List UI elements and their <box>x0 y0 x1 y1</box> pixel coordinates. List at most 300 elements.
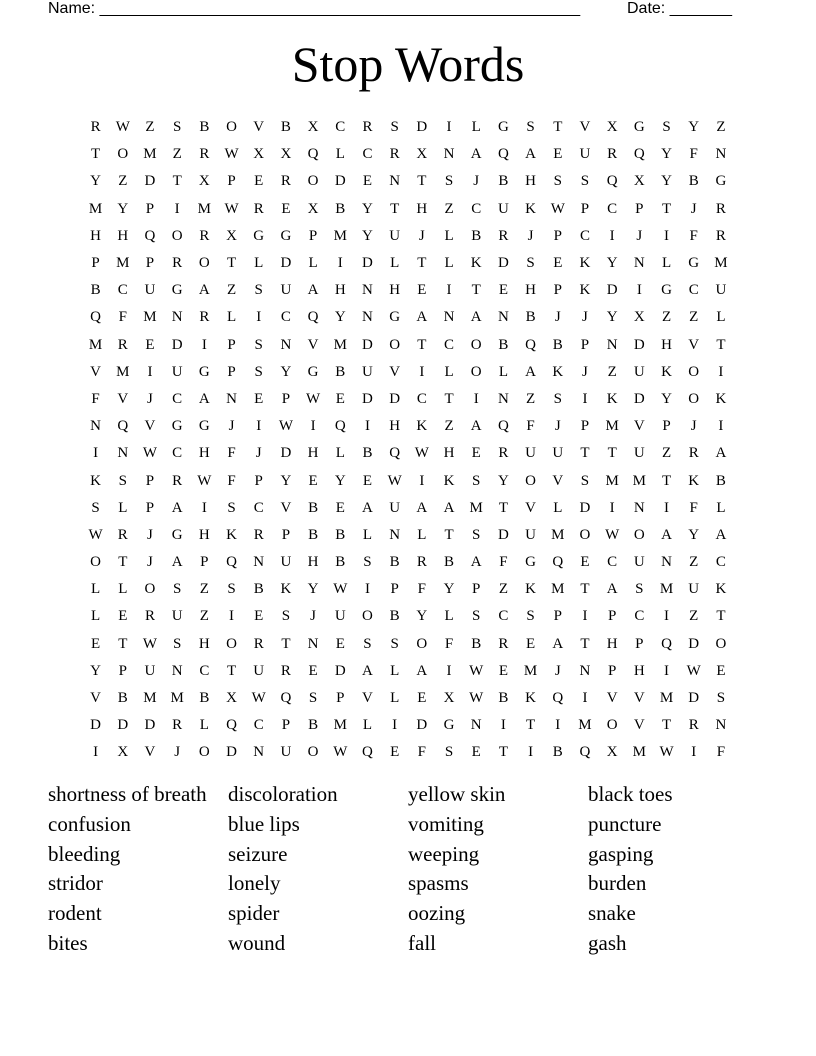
grid-letter: Y <box>280 363 292 380</box>
grid-letter: A <box>198 390 210 407</box>
grid-letter: E <box>417 282 427 299</box>
grid-letter: O <box>606 717 618 734</box>
grid-letter: T <box>580 635 590 652</box>
grid-letter: M <box>116 255 130 272</box>
grid-letter: Z <box>444 418 454 435</box>
grid-letter: E <box>362 173 373 190</box>
grid-letter: E <box>118 608 128 625</box>
grid-letter: M <box>659 690 674 707</box>
grid-letter: C <box>280 309 291 326</box>
grid-letter: I <box>446 282 452 299</box>
grid-letter: B <box>552 336 563 353</box>
grid-letter: G <box>171 526 183 543</box>
grid-letter: B <box>389 608 400 625</box>
word-list-item: gasping <box>588 841 654 866</box>
grid-letter: G <box>389 309 401 326</box>
word-list-item: spider <box>228 901 280 926</box>
grid-letter: O <box>144 581 156 598</box>
grid-letter: W <box>251 690 266 707</box>
grid-letter: N <box>470 717 482 734</box>
grid-letter: R <box>688 445 699 462</box>
grid-letter: N <box>579 662 591 679</box>
grid-letter: M <box>632 744 647 761</box>
grid-letter: P <box>281 717 291 734</box>
grid-letter: S <box>254 282 263 299</box>
grid-letter: D <box>416 717 428 734</box>
grid-letter: Q <box>633 146 645 163</box>
grid-letter: U <box>389 227 401 244</box>
grid-letter: G <box>443 717 455 734</box>
grid-letter: P <box>227 173 236 190</box>
grid-letter: J <box>690 200 697 217</box>
grid-letter: M <box>88 336 103 353</box>
grid-letter: K <box>715 390 727 407</box>
grid-letter: S <box>172 635 182 652</box>
grid-letter: B <box>389 554 400 571</box>
grid-letter: M <box>551 581 565 598</box>
grid-letter: Y <box>606 255 618 272</box>
grid-letter: E <box>145 336 155 353</box>
grid-letter: O <box>633 526 645 543</box>
grid-letter: W <box>197 472 212 489</box>
grid-letter: J <box>636 227 643 244</box>
grid-letter: U <box>171 608 183 625</box>
grid-letter: P <box>254 472 263 489</box>
grid-letter: N <box>443 146 455 163</box>
grid-letter: N <box>389 526 401 543</box>
grid-letter: Y <box>688 119 700 136</box>
grid-letter: O <box>715 635 727 652</box>
grid-letter: Y <box>307 581 319 598</box>
grid-letter: Y <box>334 309 346 326</box>
grid-letter: D <box>90 717 102 734</box>
word-list-item: burden <box>588 871 647 896</box>
grid-letter: Q <box>280 690 292 707</box>
grid-letter: L <box>716 309 726 326</box>
grid-letter: X <box>606 744 618 761</box>
grid-letter: R <box>172 717 183 734</box>
grid-letter: V <box>389 363 401 380</box>
grid-letter: A <box>606 581 618 598</box>
grid-letter: P <box>91 255 100 272</box>
grid-letter: S <box>363 635 372 652</box>
grid-letter: T <box>118 554 128 571</box>
grid-letter: H <box>525 282 537 299</box>
grid-letter: S <box>472 472 481 489</box>
grid-letter: S <box>254 336 263 353</box>
word-list-item: rodent <box>48 901 102 926</box>
grid-letter: B <box>471 635 482 652</box>
grid-letter: B <box>688 173 699 190</box>
grid-letter: N <box>606 336 618 353</box>
grid-letter: K <box>552 363 564 380</box>
grid-letter: L <box>498 363 508 380</box>
name-field[interactable]: Name: ______________________________________________________ <box>48 0 581 17</box>
grid-letter: A <box>470 146 482 163</box>
grid-letter: P <box>281 390 291 407</box>
grid-letter: C <box>607 554 618 571</box>
grid-letter: R <box>416 554 427 571</box>
grid-letter: H <box>633 662 645 679</box>
grid-letter: S <box>716 690 726 707</box>
grid-letter: K <box>226 526 237 543</box>
grid-letter: V <box>362 690 373 707</box>
grid-letter: J <box>147 390 153 407</box>
grid-letter: L <box>444 255 454 272</box>
word-list-item: shortness of breath <box>48 782 207 806</box>
grid-letter: B <box>90 282 101 299</box>
word-list-item: seizure <box>228 841 288 866</box>
grid-letter: C <box>579 227 590 244</box>
grid-letter: I <box>256 418 262 435</box>
grid-letter: S <box>635 581 644 598</box>
grid-letter: T <box>580 581 590 598</box>
grid-letter: I <box>446 119 452 136</box>
grid-letter: V <box>253 119 265 136</box>
grid-letter: Z <box>661 445 672 462</box>
grid-letter: O <box>688 363 700 380</box>
grid-letter: G <box>280 227 292 244</box>
grid-letter: Z <box>661 309 672 326</box>
grid-letter: W <box>469 662 484 679</box>
word-list-item: confusion <box>48 811 131 836</box>
grid-letter: T <box>281 635 291 652</box>
grid-letter: E <box>335 499 345 516</box>
grid-letter: A <box>470 309 482 326</box>
date-field[interactable]: Date: _______ <box>627 0 732 17</box>
grid-letter: T <box>417 336 427 353</box>
grid-letter: D <box>416 119 428 136</box>
grid-letter: N <box>633 255 645 272</box>
grid-letter: D <box>226 744 237 761</box>
grid-letter: P <box>580 418 590 435</box>
grid-letter: S <box>526 608 535 625</box>
grid-letter: X <box>633 173 645 190</box>
grid-letter: O <box>198 255 210 272</box>
grid-letter: Y <box>416 608 428 625</box>
grid-letter: H <box>307 554 319 571</box>
grid-letter: S <box>444 744 454 761</box>
grid-letter: Q <box>552 554 564 571</box>
grid-letter: T <box>498 744 508 761</box>
grid-letter: L <box>716 499 726 516</box>
grid-letter: Z <box>444 200 454 217</box>
grid-letter: K <box>525 200 537 217</box>
grid-letter: U <box>525 445 537 462</box>
grid-letter: L <box>118 581 128 598</box>
grid-letter: Y <box>443 581 455 598</box>
grid-letter: P <box>118 662 127 679</box>
word-list-item: yellow skin <box>408 782 506 806</box>
grid-letter: P <box>580 200 590 217</box>
grid-letter: K <box>579 255 591 272</box>
grid-letter: U <box>525 526 537 543</box>
grid-letter: B <box>525 309 536 326</box>
grid-letter: P <box>336 690 345 707</box>
grid-letter: N <box>307 635 319 652</box>
grid-letter: A <box>362 499 373 516</box>
grid-letter: L <box>226 309 237 326</box>
grid-letter: O <box>470 363 482 380</box>
grid-letter: M <box>143 146 157 163</box>
grid-letter: E <box>417 690 427 707</box>
grid-letter: Q <box>307 309 319 326</box>
grid-letter: H <box>389 418 401 435</box>
grid-letter: V <box>688 336 700 353</box>
grid-letter: F <box>689 146 698 163</box>
grid-letter: V <box>117 390 129 407</box>
grid-letter: T <box>716 608 726 625</box>
grid-letter: W <box>142 445 158 462</box>
grid-letter: X <box>307 119 319 136</box>
grid-letter: O <box>307 744 319 761</box>
grid-letter: C <box>471 200 482 217</box>
grid-letter: I <box>582 390 588 407</box>
grid-letter: R <box>253 200 264 217</box>
grid-letter: H <box>661 336 672 353</box>
grid-letter: R <box>253 635 264 652</box>
grid-letter: R <box>90 119 101 136</box>
grid-letter: N <box>633 499 645 516</box>
grid-letter: O <box>688 390 700 407</box>
grid-letter: P <box>607 662 617 679</box>
grid-letter: F <box>716 744 726 761</box>
grid-letter: P <box>635 200 644 217</box>
grid-letter: E <box>553 255 563 272</box>
grid-letter: U <box>633 554 645 571</box>
grid-letter: K <box>416 418 428 435</box>
grid-letter: U <box>497 200 509 217</box>
grid-letter: A <box>416 309 428 326</box>
grid-letter: H <box>307 445 319 462</box>
grid-letter: L <box>254 255 264 272</box>
grid-letter: A <box>198 282 210 299</box>
grid-letter: O <box>90 554 102 571</box>
grid-letter: D <box>144 717 156 734</box>
grid-letter: L <box>91 608 101 625</box>
grid-letter: N <box>715 717 727 734</box>
grid-letter: C <box>416 390 427 407</box>
grid-letter: Y <box>661 173 672 190</box>
grid-letter: U <box>715 282 727 299</box>
grid-letter: C <box>498 608 509 625</box>
grid-letter: O <box>470 336 482 353</box>
grid-letter: I <box>364 581 370 598</box>
grid-letter: L <box>444 363 454 380</box>
grid-letter: F <box>227 445 236 462</box>
grid-letter: L <box>362 526 373 543</box>
grid-letter: A <box>715 526 727 543</box>
grid-letter: H <box>198 445 210 462</box>
grid-letter: L <box>417 526 427 543</box>
grid-letter: R <box>117 526 128 543</box>
grid-letter: T <box>471 282 481 299</box>
grid-letter: O <box>171 227 183 244</box>
grid-letter: O <box>416 635 428 652</box>
grid-letter: O <box>307 173 319 190</box>
grid-letter: G <box>171 282 183 299</box>
grid-letter: I <box>201 336 207 353</box>
grid-letter: W <box>115 119 130 136</box>
grid-letter: O <box>579 526 591 543</box>
grid-letter: T <box>417 173 427 190</box>
grid-letter: S <box>227 499 236 516</box>
grid-letter: Q <box>661 635 672 652</box>
grid-letter: W <box>224 200 239 217</box>
grid-letter: B <box>199 119 210 136</box>
grid-letter: I <box>364 418 370 435</box>
grid-letter: K <box>525 581 537 598</box>
grid-letter: D <box>171 336 183 353</box>
grid-letter: N <box>443 309 455 326</box>
grid-letter: M <box>333 227 347 244</box>
grid-letter: T <box>226 255 237 272</box>
grid-letter: W <box>469 690 484 707</box>
grid-letter: U <box>688 581 700 598</box>
grid-letter: H <box>389 282 401 299</box>
grid-letter: B <box>498 690 509 707</box>
grid-letter: B <box>335 526 346 543</box>
grid-letter: S <box>580 173 590 190</box>
grid-letter: B <box>335 200 346 217</box>
grid-letter: I <box>446 662 452 679</box>
grid-letter: U <box>280 554 292 571</box>
grid-letter: Z <box>716 119 726 136</box>
grid-letter: J <box>228 418 235 435</box>
grid-letter: Y <box>661 390 672 407</box>
grid-letter: W <box>224 146 239 163</box>
grid-letter: K <box>661 363 672 380</box>
grid-letter: M <box>551 526 565 543</box>
grid-letter: Z <box>226 282 237 299</box>
grid-letter: X <box>307 200 319 217</box>
grid-letter: H <box>606 635 618 652</box>
grid-letter: P <box>145 472 155 489</box>
grid-letter: F <box>499 554 508 571</box>
grid-letter: Y <box>117 200 129 217</box>
grid-letter: I <box>310 418 316 435</box>
grid-letter: I <box>691 744 697 761</box>
grid-letter: M <box>197 200 212 217</box>
grid-letter: G <box>198 363 210 380</box>
grid-letter: G <box>307 363 319 380</box>
grid-letter: S <box>580 472 590 489</box>
grid-letter: R <box>280 662 291 679</box>
grid-letter: P <box>281 526 291 543</box>
grid-letter: S <box>526 119 535 136</box>
grid-letter: W <box>550 200 565 217</box>
grid-letter: I <box>718 363 724 380</box>
grid-letter: H <box>198 526 210 543</box>
grid-letter: L <box>444 227 454 244</box>
grid-letter: S <box>172 581 182 598</box>
grid-letter: O <box>525 472 537 489</box>
grid-letter: U <box>579 146 591 163</box>
grid-letter: X <box>633 309 645 326</box>
grid-letter: O <box>389 336 401 353</box>
word-list-item: puncture <box>588 811 662 836</box>
grid-letter: N <box>497 309 509 326</box>
grid-letter: N <box>389 173 401 190</box>
grid-letter: C <box>634 608 645 625</box>
grid-letter: B <box>471 227 482 244</box>
grid-letter: P <box>390 581 399 598</box>
grid-letter: B <box>199 690 210 707</box>
grid-letter: Z <box>199 581 209 598</box>
grid-letter: Q <box>579 744 591 761</box>
grid-letter: J <box>255 445 262 462</box>
grid-letter: I <box>609 227 615 244</box>
grid-letter: L <box>661 255 672 272</box>
grid-letter: Z <box>526 390 536 407</box>
grid-letter: E <box>254 173 264 190</box>
grid-letter: A <box>171 554 183 571</box>
grid-letter: Y <box>90 662 102 679</box>
grid-letter: T <box>172 173 182 190</box>
grid-letter: J <box>527 227 534 244</box>
grid-letter: H <box>525 173 537 190</box>
grid-letter: N <box>117 445 129 462</box>
grid-letter: G <box>525 554 537 571</box>
grid-letter: P <box>607 608 617 625</box>
grid-letter: B <box>280 119 291 136</box>
grid-letter: G <box>688 255 700 272</box>
grid-letter: E <box>390 744 400 761</box>
grid-letter: S <box>662 119 671 136</box>
grid-letter: H <box>443 445 455 462</box>
grid-letter: J <box>147 554 153 571</box>
grid-letter: N <box>171 662 183 679</box>
grid-letter: O <box>226 119 237 136</box>
grid-letter: I <box>582 690 588 707</box>
grid-letter: L <box>390 255 400 272</box>
grid-letter: I <box>500 717 506 734</box>
grid-letter: N <box>362 309 373 326</box>
grid-letter: M <box>605 418 619 435</box>
grid-letter: T <box>526 717 536 734</box>
grid-letter: X <box>117 744 129 761</box>
grid-letter: R <box>498 445 509 462</box>
word-list-item: stridor <box>48 871 103 896</box>
grid-letter: K <box>606 390 618 407</box>
grid-letter: N <box>253 554 265 571</box>
grid-letter: S <box>526 255 535 272</box>
grid-letter: K <box>525 690 537 707</box>
grid-letter: D <box>606 282 618 299</box>
grid-letter: W <box>659 744 674 761</box>
grid-letter: C <box>444 336 455 353</box>
grid-letter: T <box>390 200 400 217</box>
word-list <box>48 780 768 959</box>
grid-letter: C <box>253 499 264 516</box>
grid-letter: L <box>444 608 454 625</box>
grid-letter: P <box>145 200 155 217</box>
grid-letter: G <box>253 227 265 244</box>
grid-letter: U <box>334 608 346 625</box>
grid-letter: Q <box>525 336 537 353</box>
grid-letter: Q <box>497 418 509 435</box>
grid-letter: H <box>90 227 102 244</box>
grid-letter: J <box>310 608 317 625</box>
grid-letter: D <box>633 390 645 407</box>
grid-letter: B <box>335 363 346 380</box>
grid-letter: U <box>144 282 156 299</box>
grid-letter: W <box>306 390 321 407</box>
word-list-item: bites <box>48 930 88 955</box>
word-list-item: weeping <box>408 841 480 866</box>
grid-letter: S <box>281 608 291 625</box>
header-row <box>48 0 740 20</box>
